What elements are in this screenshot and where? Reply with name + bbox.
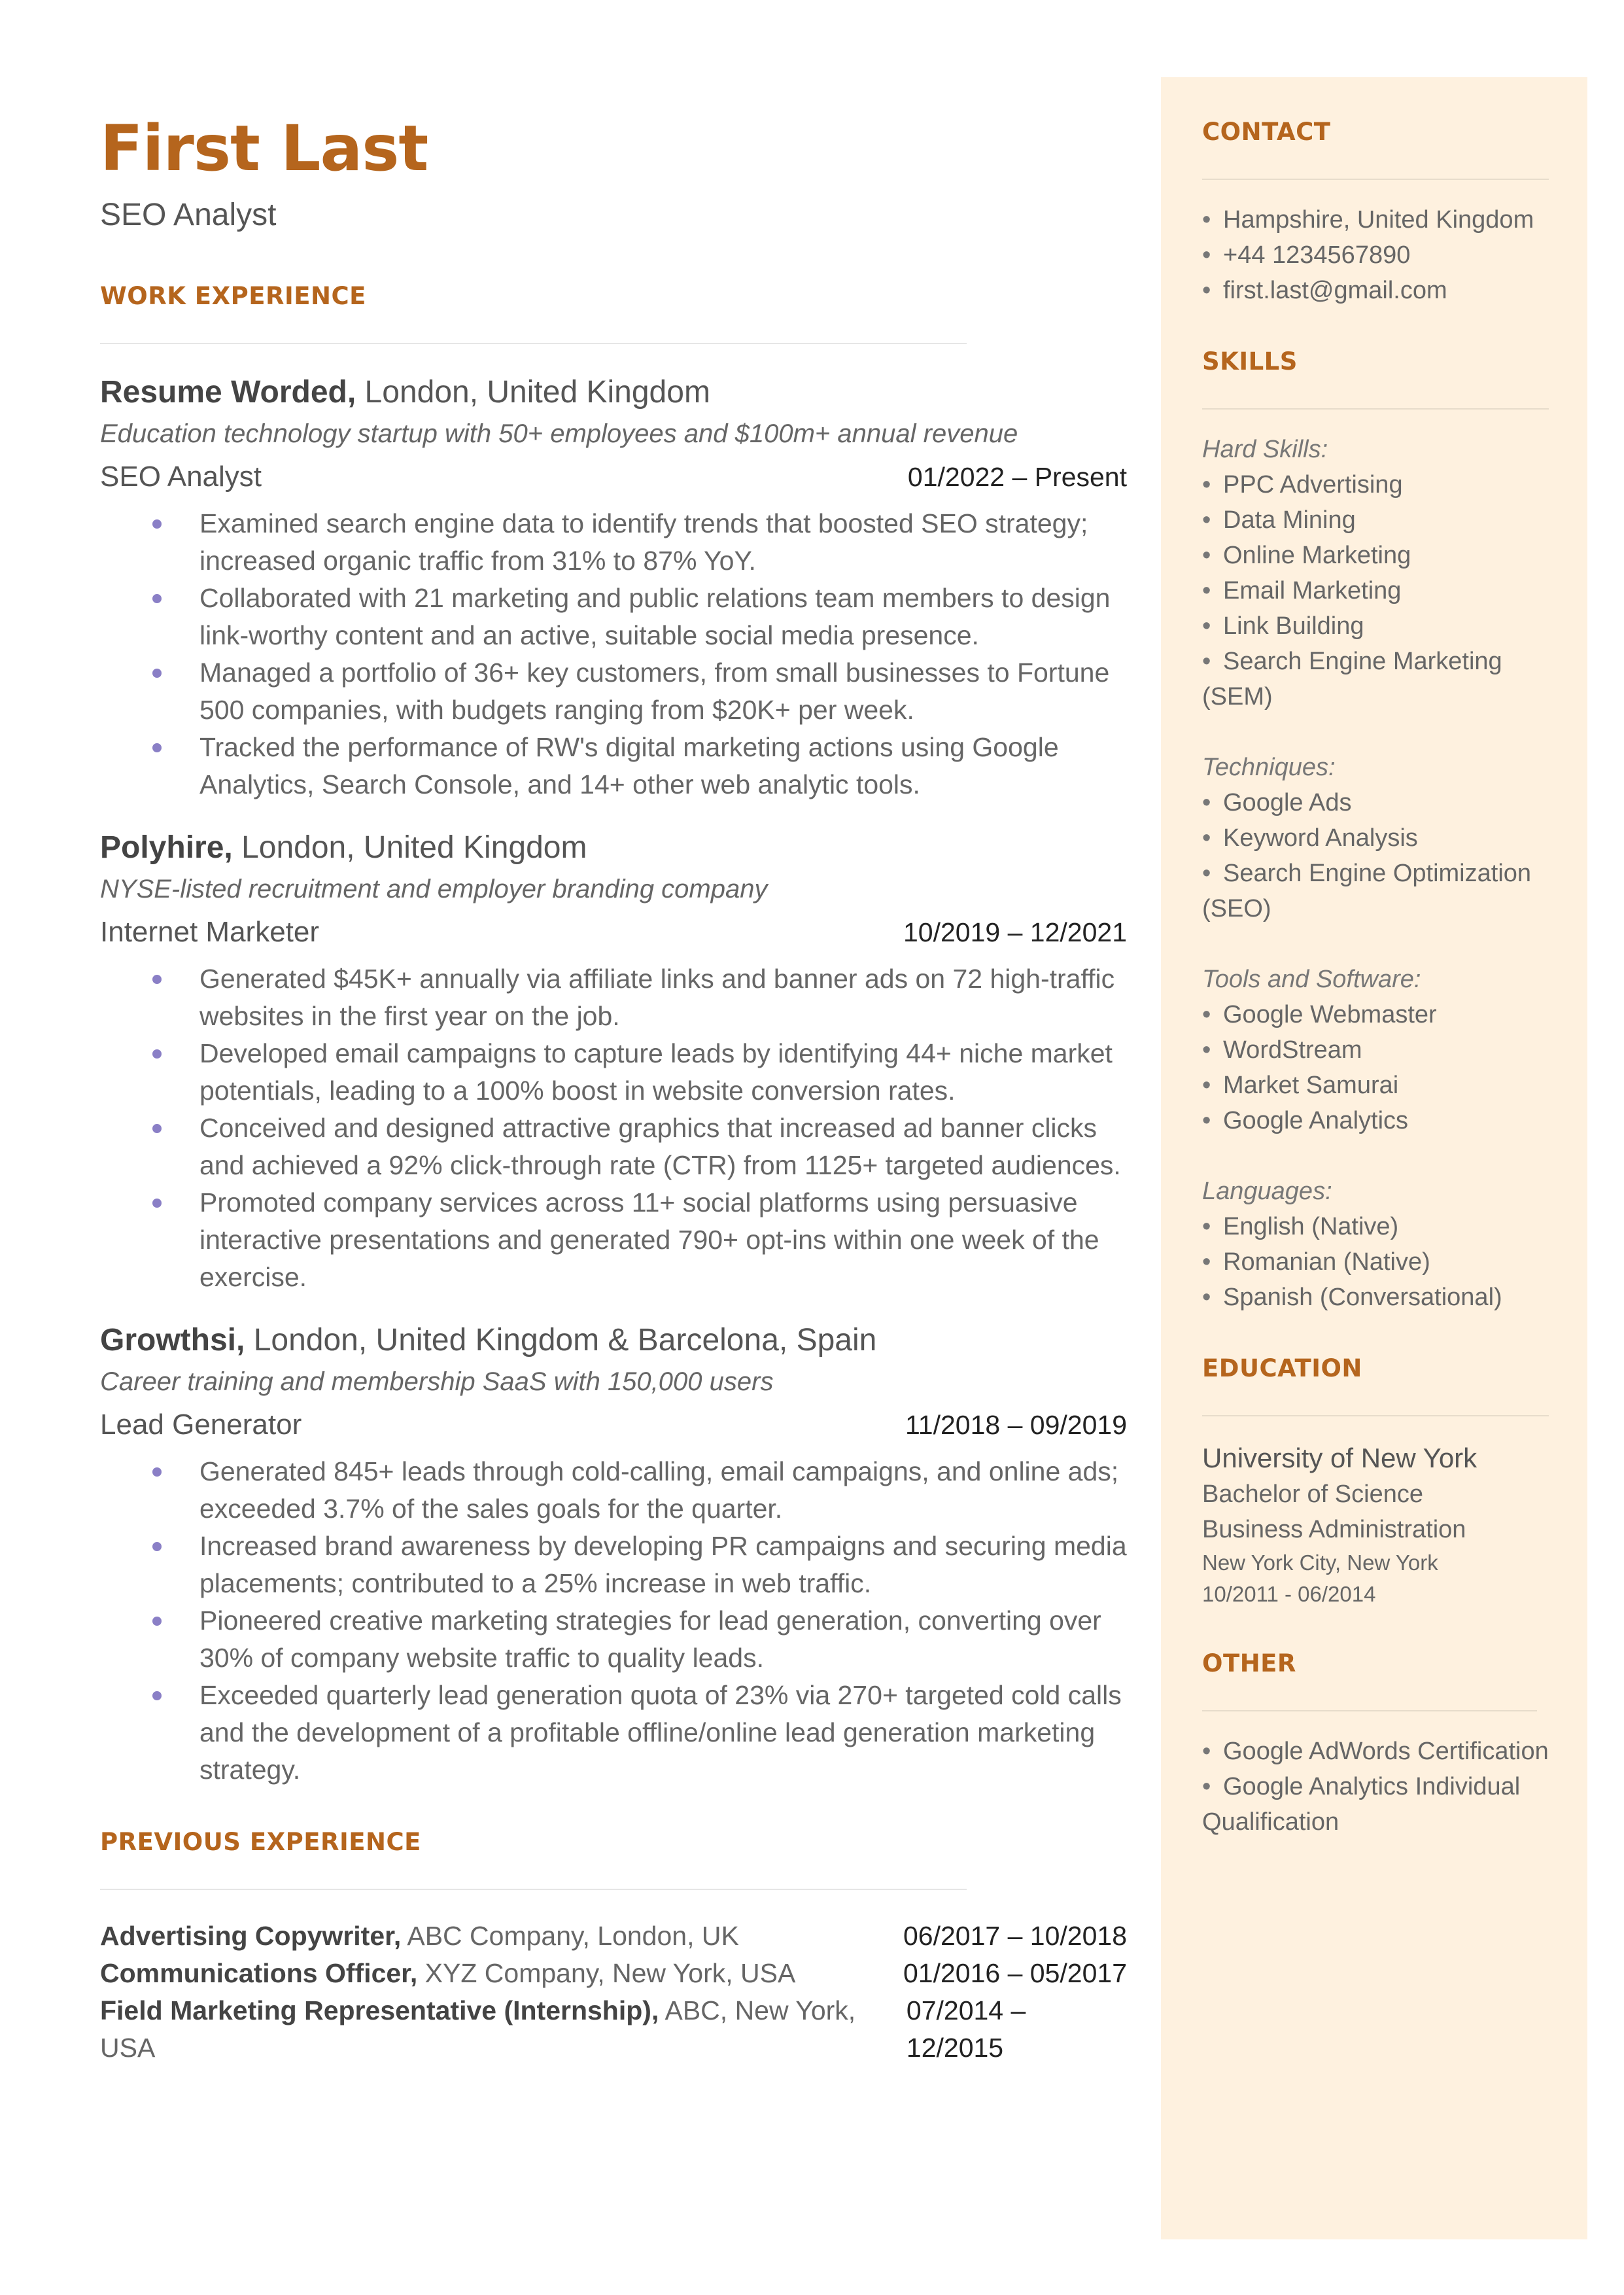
skill-item-continuation: (SEM) bbox=[1202, 683, 1273, 710]
previous-org: XYZ Company, New York, USA bbox=[424, 1957, 796, 1988]
job-bullets bbox=[100, 1453, 1127, 1789]
bullet-icon: • bbox=[1202, 1284, 1211, 1311]
education-entry bbox=[1202, 1440, 1549, 1610]
main-column bbox=[100, 114, 1127, 2067]
job-company-description: Career training and membership SaaS with 150,000 users bbox=[100, 1367, 774, 1396]
previous-date: 07/2014 – 12/2015 bbox=[906, 1995, 1026, 2063]
job-title-row bbox=[100, 1409, 1127, 1441]
job-company-line bbox=[100, 374, 1127, 410]
previous-date: 01/2016 – 05/2017 bbox=[903, 1957, 1127, 1988]
skill-item: • Data Mining bbox=[1202, 502, 1549, 538]
other-heading: OTHER bbox=[1202, 1649, 1296, 1677]
skill-item: • Google Analytics bbox=[1202, 1103, 1549, 1138]
skill-item: • PPC Advertising bbox=[1202, 467, 1549, 502]
skill-item: • Spanish (Conversational) bbox=[1202, 1280, 1549, 1315]
skill-item: • Romanian (Native) bbox=[1202, 1244, 1549, 1280]
section-divider bbox=[1202, 408, 1549, 410]
contact-location: • Hampshire, United Kingdom bbox=[1202, 202, 1549, 237]
job-company-line bbox=[100, 1322, 1127, 1358]
candidate-name: First Last bbox=[100, 112, 428, 185]
skill-item: • Online Marketing bbox=[1202, 538, 1549, 573]
bullet-icon: • bbox=[1202, 1072, 1211, 1099]
bullet-icon: • bbox=[1202, 824, 1211, 852]
job-title: Lead Generator bbox=[100, 1408, 302, 1441]
job-date: 01/2022 – Present bbox=[907, 461, 1127, 492]
skills-group bbox=[1202, 962, 1549, 1138]
job-company: Polyhire, bbox=[100, 830, 233, 865]
previous-experience-heading: PREVIOUS EXPERIENCE bbox=[100, 1827, 421, 1856]
contact-phone: • +44 1234567890 bbox=[1202, 237, 1549, 273]
skills-list bbox=[1202, 467, 1549, 714]
work-experience-heading: WORK EXPERIENCE bbox=[100, 281, 366, 310]
skills-group-label: Hard Skills: bbox=[1202, 436, 1328, 463]
job-location: London, United Kingdom bbox=[364, 374, 710, 410]
job-bullet: Collaborated with 21 marketing and public relations team members to design link-worthy content and an active, suitable social media presence. bbox=[100, 580, 1127, 654]
job-bullet: Generated 845+ leads through cold-calling, email campaigns, and online ads; exceeded 3.7% of the sales goals for the quarter. bbox=[100, 1453, 1127, 1528]
section-divider bbox=[1202, 179, 1549, 180]
skill-item: • Market Samurai bbox=[1202, 1068, 1549, 1103]
job-company-description: NYSE-listed recruitment and employer branding company bbox=[100, 874, 768, 903]
bullet-icon: • bbox=[1202, 1213, 1211, 1240]
job-bullet: Pioneered creative marketing strategies for lead generation, converting over 30% of company website traffic to quality leads. bbox=[100, 1602, 1127, 1677]
skills-list bbox=[1202, 997, 1549, 1138]
skills-group-label: Tools and Software: bbox=[1202, 966, 1421, 993]
job-entry bbox=[100, 830, 1127, 1296]
skills-list bbox=[1202, 785, 1549, 926]
skills-group-label: Languages: bbox=[1202, 1178, 1332, 1205]
job-bullet: Exceeded quarterly lead generation quota of 23% via 270+ targeted cold calls and the development of a profitable offline/online lead generation marketing strategy. bbox=[100, 1677, 1127, 1789]
job-bullet: Managed a portfolio of 36+ key customers, from small businesses to Fortune 500 companies, with budgets ranging from $20K+ per week. bbox=[100, 654, 1127, 729]
job-bullet: Examined search engine data to identify trends that boosted SEO strategy; increased organic traffic from 31% to 87% YoY. bbox=[100, 505, 1127, 580]
skill-item: • English (Native) bbox=[1202, 1209, 1549, 1244]
contact-heading: CONTACT bbox=[1202, 118, 1331, 146]
job-title-row bbox=[100, 461, 1127, 493]
job-title: Internet Marketer bbox=[100, 915, 320, 948]
skill-item: • WordStream bbox=[1202, 1032, 1549, 1068]
education-location: New York City, New York bbox=[1202, 1550, 1438, 1575]
skills-group bbox=[1202, 1174, 1549, 1315]
bullet-icon: • bbox=[1202, 789, 1211, 816]
job-date: 10/2019 – 12/2021 bbox=[903, 917, 1127, 947]
other-item: • Google Analytics Individual bbox=[1202, 1769, 1549, 1804]
bullet-icon: • bbox=[1202, 1738, 1211, 1765]
contact-list bbox=[1202, 202, 1549, 308]
section-divider bbox=[100, 1889, 967, 1890]
education-dates: 10/2011 - 06/2014 bbox=[1202, 1582, 1376, 1606]
bullet-icon: • bbox=[1202, 471, 1211, 499]
skills-list bbox=[1202, 1209, 1549, 1315]
job-bullets bbox=[100, 505, 1127, 803]
job-title-row bbox=[100, 916, 1127, 949]
job-location: London, United Kingdom & Barcelona, Spain bbox=[253, 1322, 877, 1358]
sidebar bbox=[1161, 77, 1587, 2239]
job-bullet: Promoted company services across 11+ social platforms using persuasive interactive presentations and generated 790+ opt-ins within one week of the exercise. bbox=[100, 1184, 1127, 1296]
other-item-continuation: Qualification bbox=[1202, 1808, 1339, 1836]
job-company: Growthsi, bbox=[100, 1322, 245, 1358]
skill-item: • Keyword Analysis bbox=[1202, 820, 1549, 856]
bullet-icon: • bbox=[1202, 1773, 1211, 1800]
previous-org: ABC, New York, USA bbox=[100, 1995, 856, 2063]
skill-item: • Search Engine Optimization bbox=[1202, 856, 1549, 891]
previous-experience-row bbox=[100, 1918, 1127, 1955]
skill-item: • Link Building bbox=[1202, 608, 1549, 644]
job-entry bbox=[100, 374, 1127, 803]
skill-item: • Google Webmaster bbox=[1202, 997, 1549, 1032]
other-list bbox=[1202, 1734, 1549, 1840]
bullet-icon: • bbox=[1202, 277, 1211, 304]
job-bullet: Tracked the performance of RW's digital marketing actions using Google Analytics, Search Console, and 14+ other web analytic tools. bbox=[100, 729, 1127, 803]
job-bullet: Generated $45K+ annually via affiliate links and banner ads on 72 high-traffic websites in the first year on the job. bbox=[100, 960, 1127, 1035]
job-company-line bbox=[100, 830, 1127, 866]
job-location: London, United Kingdom bbox=[241, 830, 587, 865]
previous-role: Communications Officer, bbox=[100, 1957, 418, 1988]
education-heading: EDUCATION bbox=[1202, 1354, 1362, 1382]
bullet-icon: • bbox=[1202, 241, 1211, 269]
skill-item: • Google Ads bbox=[1202, 785, 1549, 820]
bullet-icon: • bbox=[1202, 1001, 1211, 1028]
education-degree: Bachelor of Science bbox=[1202, 1480, 1423, 1508]
bullet-icon: • bbox=[1202, 577, 1211, 604]
previous-role: Field Marketing Representative (Internship), bbox=[100, 1995, 659, 2025]
job-entry bbox=[100, 1322, 1127, 1789]
education-school: University of New York bbox=[1202, 1443, 1477, 1473]
skill-item: • Email Marketing bbox=[1202, 573, 1549, 608]
bullet-icon: • bbox=[1202, 612, 1211, 640]
previous-experience-row bbox=[100, 1955, 1127, 1992]
education-field: Business Administration bbox=[1202, 1516, 1466, 1543]
section-divider bbox=[100, 343, 967, 344]
skill-item: • Search Engine Marketing bbox=[1202, 644, 1549, 679]
section-divider bbox=[1202, 1415, 1549, 1416]
contact-email: • first.last@gmail.com bbox=[1202, 273, 1549, 308]
bullet-icon: • bbox=[1202, 860, 1211, 887]
previous-experience-list bbox=[100, 1918, 1127, 2067]
job-bullet: Increased brand awareness by developing PR campaigns and securing media placements; contributed to a 25% increase in web traffic. bbox=[100, 1528, 1127, 1602]
job-date: 11/2018 – 09/2019 bbox=[905, 1409, 1127, 1440]
bullet-icon: • bbox=[1202, 542, 1211, 569]
job-bullet: Conceived and designed attractive graphics that increased ad banner clicks and achieved a 92% click-through rate (CTR) from 1125+ targeted audiences. bbox=[100, 1110, 1127, 1184]
job-bullet: Developed email campaigns to capture leads by identifying 44+ niche market potentials, leading to a 100% boost in website conversion rates. bbox=[100, 1035, 1127, 1110]
previous-role: Advertising Copywriter, bbox=[100, 1920, 402, 1951]
job-bullets bbox=[100, 960, 1127, 1296]
bullet-icon: • bbox=[1202, 1107, 1211, 1134]
bullet-icon: • bbox=[1202, 1248, 1211, 1276]
skills-group bbox=[1202, 750, 1549, 926]
job-title: SEO Analyst bbox=[100, 460, 262, 493]
previous-org: ABC Company, London, UK bbox=[407, 1920, 739, 1951]
job-company-description: Education technology startup with 50+ employees and $100m+ annual revenue bbox=[100, 419, 1018, 448]
candidate-role: SEO Analyst bbox=[100, 197, 277, 232]
skills-group bbox=[1202, 432, 1549, 714]
skill-item-continuation: (SEO) bbox=[1202, 895, 1271, 922]
bullet-icon: • bbox=[1202, 206, 1211, 234]
bullet-icon: • bbox=[1202, 648, 1211, 675]
other-item: • Google AdWords Certification bbox=[1202, 1734, 1549, 1769]
bullet-icon: • bbox=[1202, 1036, 1211, 1064]
bullet-icon: • bbox=[1202, 506, 1211, 534]
skills-group-label: Techniques: bbox=[1202, 754, 1336, 781]
previous-experience-row bbox=[100, 1992, 1127, 2067]
section-divider bbox=[1202, 1710, 1537, 1711]
job-company: Resume Worded, bbox=[100, 374, 356, 410]
previous-date: 06/2017 – 10/2018 bbox=[903, 1920, 1127, 1951]
skills-heading: SKILLS bbox=[1202, 347, 1298, 376]
